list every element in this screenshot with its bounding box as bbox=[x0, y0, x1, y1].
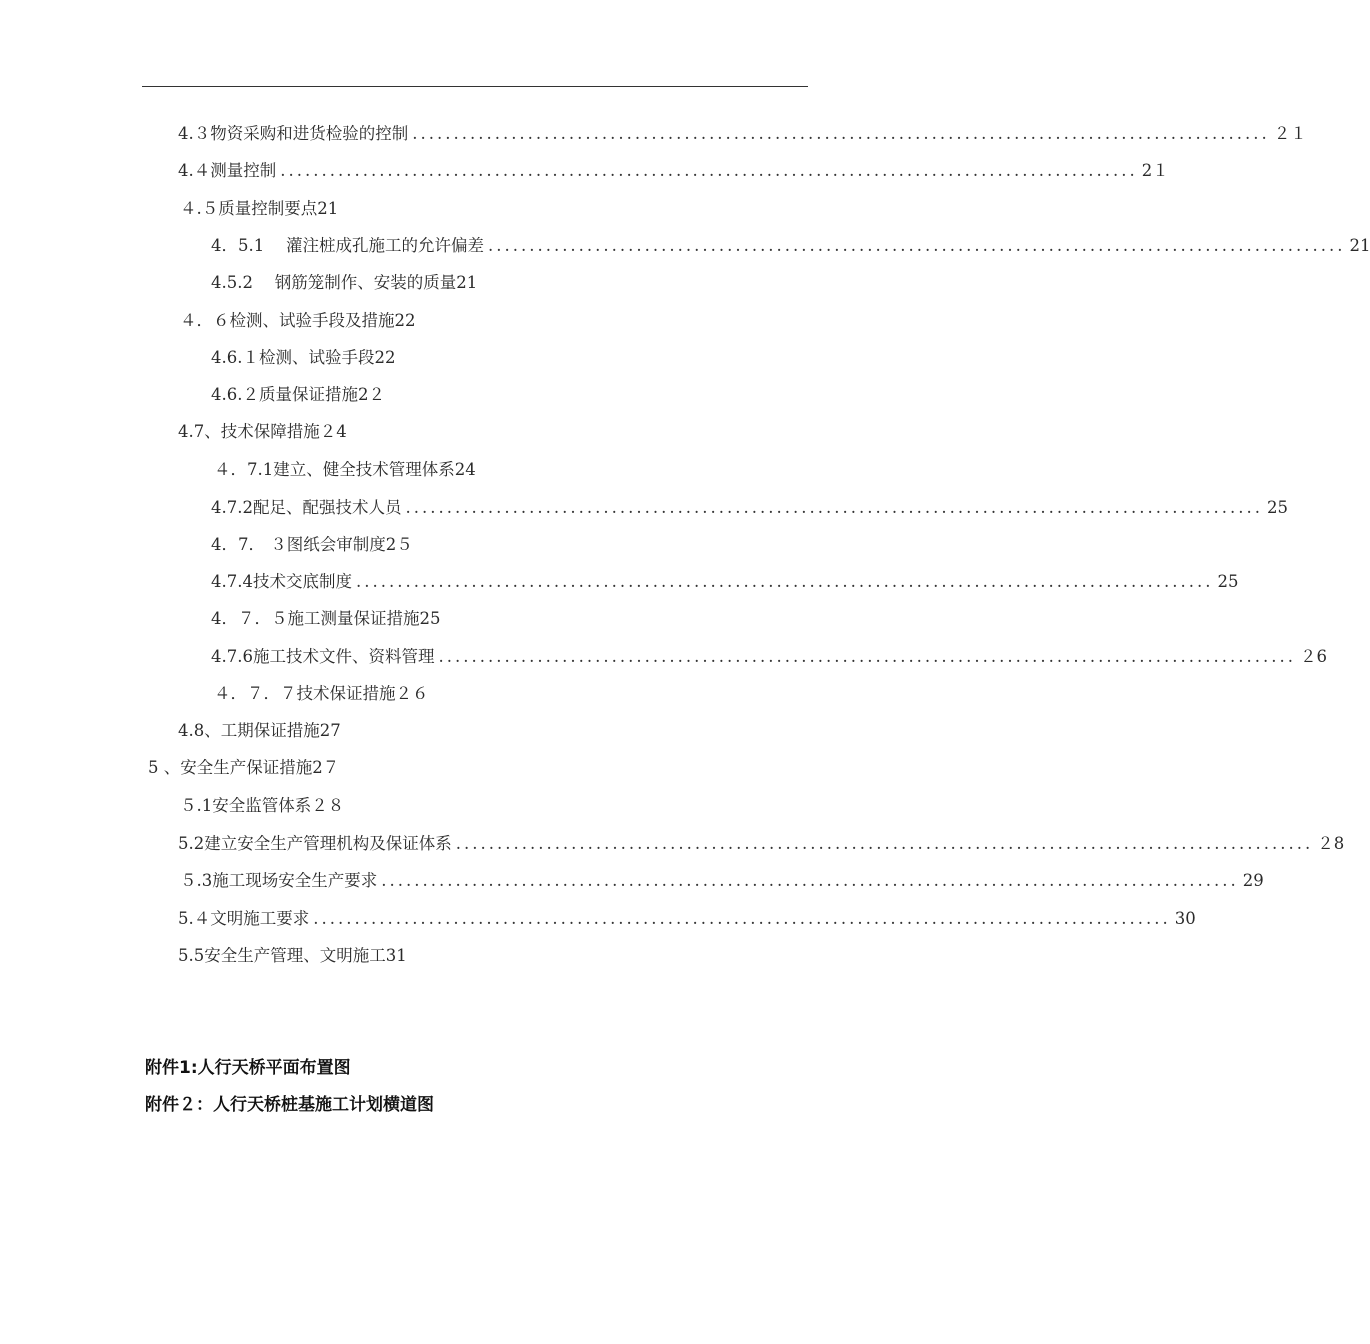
toc-entry-title: 5.2建立安全生产管理机构及保证体系 bbox=[178, 834, 452, 853]
toc-entry-title: 4.7、技术保障措施２4 bbox=[178, 422, 347, 441]
toc-entry-title: 5.４文明施工要求 bbox=[178, 909, 310, 928]
dot-leader: ........................................................................................................ bbox=[455, 834, 1314, 853]
dot-leader: ........................................................................................................ bbox=[487, 236, 1346, 255]
toc-entry-4-4[interactable] bbox=[178, 158, 1169, 184]
toc-entry-5-1[interactable] bbox=[180, 793, 344, 819]
toc-page-number: 25 bbox=[1266, 498, 1288, 517]
toc-entry-5-3[interactable] bbox=[180, 868, 1264, 894]
toc-entry-4-7-2[interactable] bbox=[211, 495, 1288, 521]
toc-entry-title: ５.1安全监管体系２８ bbox=[180, 796, 345, 815]
toc-entry-5-5[interactable] bbox=[178, 943, 407, 969]
toc-entry-title: 4．5.1 灌注桩成孔施工的允许偏差 bbox=[211, 236, 484, 255]
toc-entry-4-5[interactable] bbox=[180, 196, 338, 222]
toc-entry-title: 4．７．５施工测量保证措施25 bbox=[211, 609, 441, 628]
appendix-2[interactable]: 附件２：人行天桥桩基施工计划横道图 bbox=[145, 1095, 434, 1115]
toc-page-number: ２１ bbox=[1273, 124, 1307, 143]
dot-leader: ........................................................................................................ bbox=[438, 647, 1296, 666]
toc-page-number: 30 bbox=[1174, 909, 1196, 928]
toc-entry-4-7-6[interactable] bbox=[211, 644, 1327, 670]
toc-entry-title: 4.３物资采购和进货检验的控制 bbox=[178, 124, 409, 143]
toc-entry-5-2[interactable] bbox=[178, 831, 1345, 857]
toc-entry-5[interactable] bbox=[148, 755, 339, 781]
toc-page-number: 29 bbox=[1242, 871, 1264, 890]
toc-entry-4-6[interactable] bbox=[180, 308, 416, 334]
toc-entry-title: ４．６检测、试验手段及措施22 bbox=[180, 311, 416, 330]
toc-entry-title: 4.7.4技术交底制度 bbox=[211, 572, 352, 591]
dot-leader: ........................................................................................................ bbox=[355, 572, 1214, 591]
toc-entry-4-6-1[interactable] bbox=[211, 345, 395, 371]
toc-page-number: ２8 bbox=[1317, 834, 1345, 853]
toc-entry-4-7-1[interactable] bbox=[214, 457, 476, 483]
toc-entry-4-7-7[interactable] bbox=[214, 681, 429, 707]
toc-entry-5-4[interactable] bbox=[178, 906, 1196, 932]
toc-entry-title: 4.４测量控制 bbox=[178, 161, 277, 180]
toc-page-number: 25 bbox=[1217, 572, 1239, 591]
toc-page-number: ２6 bbox=[1299, 647, 1327, 666]
toc-entry-title: 5 、安全生产保证措施2７ bbox=[148, 758, 340, 777]
toc-page-number: 2１ bbox=[1141, 161, 1169, 180]
dot-leader: ........................................................................................................ bbox=[313, 909, 1171, 928]
toc-entry-title: ４．７．７技术保证措施２６ bbox=[214, 684, 429, 703]
toc-page-number: 21 bbox=[1349, 236, 1370, 255]
header-rule bbox=[142, 86, 808, 87]
toc-entry-4-7-5[interactable] bbox=[211, 606, 441, 632]
toc-entry-4-7-3[interactable] bbox=[211, 532, 413, 558]
toc-entry-title: 4.7.2配足、配强技术人员 bbox=[211, 498, 402, 517]
toc-entry-title: 4.6.２质量保证措施2２ bbox=[211, 385, 385, 404]
toc-entry-title: 4.7.6施工技术文件、资料管理 bbox=[211, 647, 435, 666]
dot-leader: ........................................................................................................ bbox=[381, 871, 1239, 890]
toc-entry-4-7-4[interactable] bbox=[211, 569, 1239, 595]
toc-entry-title: 4.6.１检测、试验手段22 bbox=[211, 348, 396, 367]
toc-entry-4-8[interactable] bbox=[178, 718, 341, 744]
toc-entry-title: 4.8、工期保证措施27 bbox=[178, 721, 341, 740]
toc-entry-4-3[interactable] bbox=[178, 121, 1307, 147]
appendix-1[interactable]: 附件1:人行天桥平面布置图 bbox=[145, 1058, 351, 1078]
dot-leader: ........................................................................................................ bbox=[412, 124, 1270, 143]
toc-entry-title: ４．7.1建立、健全技术管理体系24 bbox=[214, 460, 476, 479]
toc-entry-title: 5.5安全生产管理、文明施工31 bbox=[178, 946, 407, 965]
toc-entry-4-5-1[interactable] bbox=[211, 233, 1370, 259]
toc-entry-title: ４.５质量控制要点21 bbox=[180, 199, 339, 218]
toc-entry-title: 4.5.2 钢筋笼制作、安装的质量21 bbox=[211, 273, 478, 292]
dot-leader: ........................................................................................................ bbox=[405, 498, 1263, 517]
toc-entry-title: 4．7． ３图纸会审制度2５ bbox=[211, 535, 413, 554]
toc-entry-4-6-2[interactable] bbox=[211, 382, 385, 408]
toc-entry-4-5-2[interactable] bbox=[211, 270, 477, 296]
toc-entry-title: ５.3施工现场安全生产要求 bbox=[180, 871, 378, 890]
dot-leader: ........................................................................................................ bbox=[280, 161, 1138, 180]
toc-entry-4-7[interactable] bbox=[178, 419, 347, 445]
